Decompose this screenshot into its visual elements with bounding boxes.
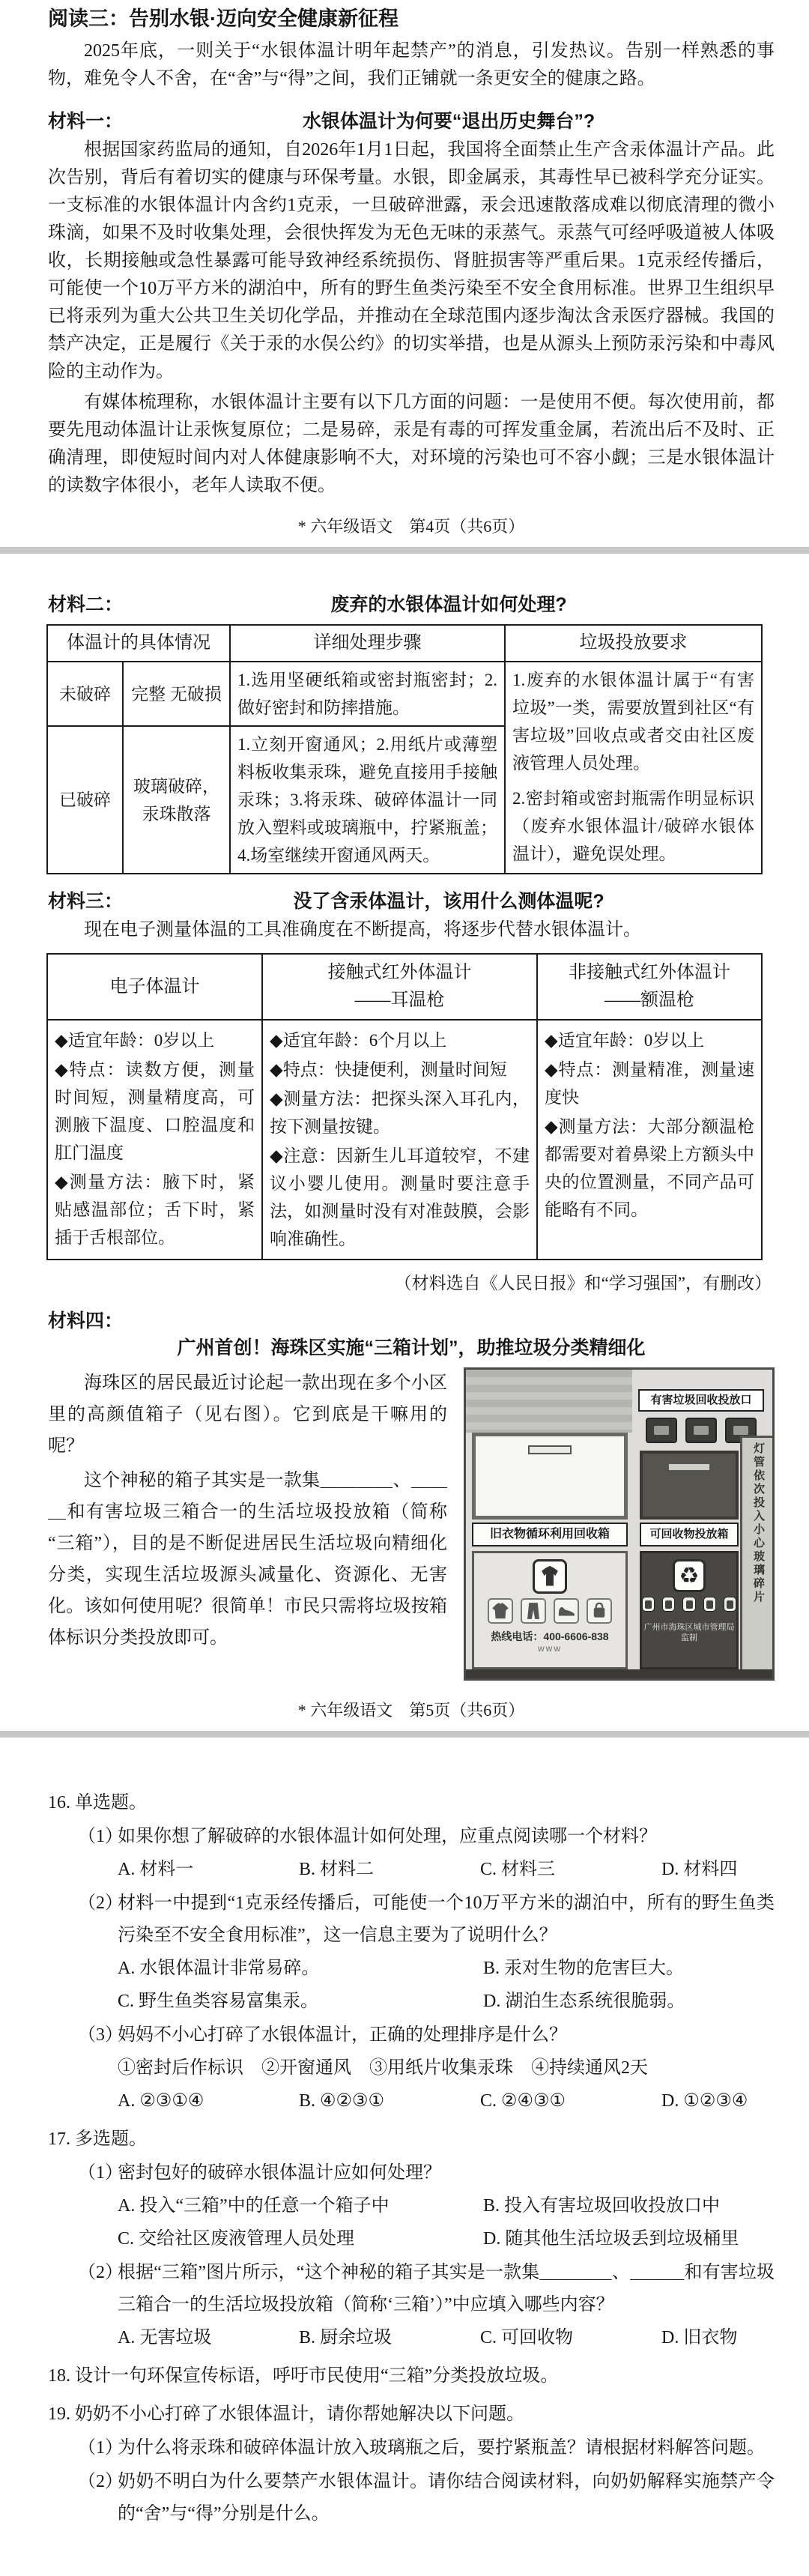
status-cell: 已破碎: [47, 726, 123, 874]
material3-label: 材料三：: [48, 891, 124, 912]
cabinet-base: [466, 1669, 772, 1678]
option-d: D. 湖泊生态系统很脆弱。: [483, 1992, 685, 2011]
recyclable-icons-row: [642, 1597, 736, 1612]
question-18-heading: 18. 设计一句环保宣传标语，呼吁市民使用“三箱”分类投放垃圾。: [48, 2366, 559, 2386]
option-b: B. 汞对生物的危害巨大。: [483, 1959, 685, 1978]
option-a: A. 无害垃圾: [118, 2328, 212, 2347]
table-header-row: [47, 625, 762, 662]
old-clothes-door: [472, 1551, 628, 1669]
material1-title: 水银体温计为何要“退出历史舞台”?: [302, 111, 596, 132]
question-19-heading: 19. 奶奶不小心打碎了水银体温计，请你帮她解决以下问题。: [48, 2404, 524, 2424]
clothes-icons-row: [474, 1598, 625, 1624]
column-subtitle: ——耳温枪: [354, 991, 445, 1010]
hazard-slot-label: 有害垃圾回收投放口: [638, 1389, 764, 1412]
table-body-row: [47, 1020, 762, 1260]
coat-icon: [539, 1565, 561, 1588]
coat-sign: [533, 1559, 567, 1594]
page4-footer: * 六年级语文 第4页（共6页）: [297, 517, 525, 536]
question-16-3: [48, 2019, 775, 2052]
question-16-2-options-row1: [48, 1953, 775, 1985]
battery-slot-icon: [646, 1418, 677, 1443]
material2-title: 废弃的水银体温计如何处理?: [330, 594, 567, 615]
lamp-tube-side-panel: [740, 1436, 772, 1678]
reading-section-heading: 阅读三：告别水银·迈向安全健康新征程: [48, 7, 399, 30]
question-17-heading: 17. 多选题。: [48, 2129, 147, 2149]
material1-paragraph-2: 有媒体梳理称，水银体温计主要有以下几方面的问题：一是使用不便。每次使用前，都要先甩动体温计让汞恢复原位；二是易碎，汞是有毒的可挥发重金属，若流出后不及时、正确清理，即使短时间内对人体健康影响不大，对环境的污染也可不容小觑；三是水银体温计的读数字体很小，老年人读取不便。: [48, 393, 775, 495]
option-d: D. ①②③④: [661, 2091, 748, 2111]
material4-title: 广州首创！海珠区实施“三箱计划”，助推垃圾分类精细化: [177, 1337, 646, 1358]
three-box-illustration: [464, 1367, 775, 1681]
sub-question-text: 材料一中提到“1克汞经传播后，可能使一个10万平方米的湖泊中，所有的野生鱼类污染至不安全食用标准”，这一信息主要为了说明什么？: [118, 1893, 775, 1945]
col-header-condition: 体温计的具体情况: [47, 625, 230, 662]
recyclable-item-icon: [642, 1597, 655, 1612]
col-header-ear: [262, 954, 537, 1020]
recycle-sign: [673, 1559, 706, 1592]
page5-footer: * 六年级语文 第5页（共6页）: [297, 1701, 525, 1720]
disposal-cell: [505, 662, 762, 874]
disposal-item: 2.密封箱或密封瓶需作明显标识（废弃水银体温计/破碎水银体温计），避免误处理。: [512, 789, 754, 863]
material4-paragraph-1: 海珠区的居民最近讨论起一款出现在多个小区里的高颜值箱子（见右图）。它到底是干嘛用的呢？: [48, 1373, 447, 1456]
material4-paragraph-2: 这个神秘的箱子其实是一款集＿＿＿＿、＿＿＿和有害垃圾三箱合一的生活垃圾投放箱（简称“三箱”），目的是不断促进居民生活垃圾向精细化分类，实现生活垃圾源头减量化、资源化、无害化。该如何使用呢？很简单！市民只需将垃圾按箱体标识分类投放即可。: [48, 1471, 447, 1648]
condition-cell: 完整 无破损: [123, 662, 230, 726]
question-16-1-options: [48, 1854, 775, 1886]
feature-item: ◆测量方法：把探头深入耳孔内，按下测量按键。: [270, 1089, 530, 1136]
agency-text: 广州市海珠区城市管理局监制: [643, 1623, 735, 1642]
shirt-icon: [488, 1598, 513, 1624]
ear-gun-cell: [262, 1020, 537, 1260]
question-16-3-steps: ①密封后作标识 ②开窗通风 ③用纸片收集汞珠 ④持续通风2天: [118, 2058, 648, 2078]
recyclable-item-icon: [682, 1597, 695, 1612]
thermometer-compare-table: [46, 953, 763, 1260]
material4-body: [48, 1364, 775, 1684]
option-d: D. 随其他生活垃圾丢到垃圾桶里: [483, 2229, 739, 2249]
shoe-icon: [554, 1598, 579, 1624]
option-c: C. 交给社区废液管理人员处理: [118, 2229, 355, 2249]
col-header-steps: 详细处理步骤: [230, 625, 505, 662]
column-title: 电子体温计: [109, 976, 200, 997]
chute-handle: [528, 1445, 572, 1454]
option-a: A. 材料一: [118, 1860, 194, 1879]
option-a: A. ②③①④: [118, 2091, 204, 2111]
disposal-item: 1.废弃的水银体温计属于“有害垃圾”一类，需要放置到社区“有害垃圾”回收点或者交由社区废液管理人员处理。: [512, 671, 754, 773]
option-b: B. ④②③①: [299, 2091, 385, 2111]
feature-item: ◆测量方法：腋下时，紧贴感温部位；舌下时，紧插于舌根部位。: [55, 1173, 255, 1247]
disposal-table: [46, 624, 763, 874]
status-cell: 未破碎: [47, 662, 123, 726]
question-16-1: [48, 1821, 775, 1853]
sub-question-text: 为什么将汞珠和破碎体温计放入玻璃瓶之后，要拧紧瓶盖？请根据材料解答问题。: [118, 2438, 765, 2458]
pants-icon: [521, 1598, 546, 1624]
col-header-electronic: [47, 954, 262, 1020]
material4-header: [48, 1309, 775, 1333]
question-17-1: [48, 2157, 775, 2189]
steps-cell: 1.选用坚硬纸箱或密封瓶密封；2.做好密封和防摔措施。: [230, 662, 505, 726]
sub-question-text: 密封包好的破碎水银体温计应如何处理？: [118, 2163, 441, 2183]
recyclable-item-icon: [703, 1597, 716, 1612]
material2-header: [48, 593, 775, 617]
option-b: B. 材料二: [299, 1860, 375, 1879]
sub-question-number: （2）: [78, 1893, 123, 1913]
option-b: B. 厨余垃圾: [299, 2328, 393, 2347]
condition-cell: 玻璃破碎，汞珠散落: [123, 726, 230, 874]
recycle-icon: ♻: [679, 1562, 700, 1589]
question-19-1: [48, 2432, 775, 2464]
old-clothes-chute: [472, 1433, 628, 1520]
col-header-requirement: 垃圾投放要求: [505, 625, 762, 662]
page-break-bar: [0, 1731, 809, 1738]
material3-header: [48, 889, 775, 913]
question-16-3-options: [48, 2085, 775, 2117]
questions-section: [48, 1787, 775, 2530]
medicine-slot-icon: [685, 1418, 717, 1443]
feature-item: ◆适宜年龄：0岁以上: [545, 1031, 705, 1050]
old-clothes-plate: 旧衣物循环利用回收箱: [472, 1523, 628, 1546]
recyclable-door: [640, 1551, 739, 1669]
material2-label: 材料二：: [48, 594, 124, 615]
material3-title: 没了含汞体温计，该用什么测体温呢?: [293, 891, 605, 912]
recyclable-plate: 可回收物投放箱: [640, 1523, 739, 1546]
recyclable-item-icon: [662, 1597, 675, 1612]
material1-header: [48, 109, 775, 133]
question-17-2: [48, 2257, 775, 2321]
question-19-2: [48, 2466, 775, 2530]
sub-question-number: （2）: [78, 2263, 123, 2282]
option-a: A. 投入“三箱”中的任意一个箱子中: [118, 2196, 390, 2216]
hotline-text: 热线电话：400-6606-838: [491, 1630, 609, 1642]
feature-item: ◆注意：因新生儿耳道较窄，不建议小婴儿使用。测量时要注意手法，如测量时没有对准鼓膜，会影响准确性。: [270, 1146, 530, 1248]
col-header-forehead: [537, 954, 762, 1020]
feature-item: ◆特点：测量精准，测量速度快: [545, 1060, 754, 1107]
page-break-bar: [0, 547, 809, 554]
option-d: D. 旧衣物: [661, 2328, 738, 2347]
sub-question-text: 根据“三箱”图片所示，“这个神秘的箱子其实是一款集＿＿＿＿、＿＿＿和有害垃圾三箱合一的生活垃圾投放箱（简称‘三箱’）”中应填入哪些内容？: [118, 2263, 775, 2315]
feature-item: ◆适宜年龄：0岁以上: [55, 1031, 215, 1050]
column-title: 非接触式红外体温计: [569, 963, 730, 982]
sub-question-number: （2）: [78, 2472, 123, 2491]
table-row: [47, 662, 762, 726]
question-17-1-options-row1: [48, 2190, 775, 2222]
sub-question-number: （1）: [78, 1827, 123, 1846]
side-panel-label: 灯管依次投入小心玻璃碎片: [752, 1442, 765, 1604]
question-16-heading: 16. 单选题。: [48, 1793, 147, 1812]
material4-title-row: [48, 1336, 775, 1360]
column-title: 接触式红外体温计: [327, 963, 472, 982]
feature-item: ◆特点：读数方便，测量时间短，测量精度高，可测腋下温度、口腔温度和肛门温度: [55, 1060, 255, 1162]
option-c: C. ②④③①: [480, 2091, 566, 2111]
sub-question-number: （1）: [78, 2163, 123, 2183]
sub-question-number: （3）: [78, 2025, 123, 2045]
feature-item: ◆测量方法：大部分额温枪都需要对着鼻梁上方额头中央的位置测量，不同产品可能略有不同。: [545, 1117, 754, 1219]
sub-question-text: 奶奶不明白为什么要禁产水银体温计。请你结合阅读材料，向奶奶解释实施禁产令的“舍”与“得”分别是什么。: [118, 2472, 775, 2524]
question-17-2-options: [48, 2322, 775, 2354]
feature-item: ◆特点：快捷便利，测量时间短: [270, 1060, 507, 1079]
option-c: C. 材料三: [480, 1860, 556, 1879]
website-text: www: [538, 1643, 562, 1654]
option-b: B. 投入有害垃圾回收投放口中: [483, 2196, 721, 2216]
sub-question-text: 如果你想了解破碎的水银体温计如何处理，应重点阅读哪一个材料？: [118, 1827, 657, 1846]
electronic-cell: [47, 1020, 262, 1260]
table-header-row: [47, 954, 762, 1020]
recyclable-chute: [640, 1451, 739, 1520]
option-a: A. 水银体温计非常易碎。: [118, 1959, 320, 1978]
material1-label: 材料一：: [48, 111, 124, 132]
column-subtitle: ——额温枪: [605, 991, 694, 1010]
bag-icon: [587, 1598, 612, 1624]
material3-intro: 现在电子测量体温的工具准确度在不断提高，将逐步代替水银体温计。: [84, 920, 641, 940]
question-16-2: [48, 1887, 775, 1952]
steps-cell: 1.立刻开窗通风；2.用纸片或薄塑料板收集汞珠，避免直接用手接触汞珠；3.将汞珠、破碎体温计一同放入塑料或玻璃瓶中，拧紧瓶盖；4.场室继续开窗通风两天。: [230, 726, 505, 874]
chute-handle: [667, 1463, 711, 1472]
wall-texture: [466, 1370, 632, 1433]
feature-item: ◆适宜年龄：6个月以上: [270, 1031, 447, 1050]
material4-label: 材料四：: [48, 1310, 124, 1331]
material1-paragraph-1: 根据国家药监局的通知，自2026年1月1日起，我国将全面禁止生产含汞体温计产品。此次告别，背后有着切实的健康与环保考量。水银，即金属汞，其毒性早已被科学充分证实。一支标准的水银体温计内含约1克汞，一旦破碎泄露，汞会迅速散落成难以彻底清理的微小珠滴，如果不及时收集处理，会很快挥发为无色无味的汞蒸气。汞蒸气可经呼吸道被人体吸收，长期接触或急性暴露可能导致神经系统损伤、肾脏损害等严重后果。1克汞经传播后，可能使一个10万平方米的湖泊中，所有的野生鱼类污染至不安全食用标准。世界卫生组织早已将汞列为重大公共卫生关切化学品，并推动在全球范围内逐步淘汰含汞医疗器械。我国的禁产决定，正是履行《关于汞的水俣公约》的切实举措，也是从源头上预防汞污染和中毒风险的主动作为。: [48, 140, 775, 381]
option-c: C. 野生鱼类容易富集汞。: [118, 1992, 319, 2011]
question-17-1-options-row2: [48, 2223, 775, 2255]
option-d: D. 材料四: [661, 1860, 738, 1879]
forehead-gun-cell: [537, 1020, 762, 1260]
source-note: （材料选自《人民日报》和“学习强国”，有删改）: [394, 1274, 772, 1292]
option-c: C. 可回收物: [480, 2328, 574, 2347]
question-16-2-options-row2: [48, 1986, 775, 2018]
intro-paragraph: 2025年底，一则关于“水银体温计明年起禁产”的消息，引发热议。告别一样熟悉的事物，难免令人不舍，在“舍”与“得”之间，我们正铺就一条更安全的健康之路。: [48, 41, 775, 88]
sub-question-number: （1）: [78, 2438, 123, 2458]
recyclable-item-icon: [724, 1597, 736, 1612]
sub-question-text: 妈妈不小心打碎了水银体温计，正确的处理排序是什么？: [118, 2025, 567, 2045]
